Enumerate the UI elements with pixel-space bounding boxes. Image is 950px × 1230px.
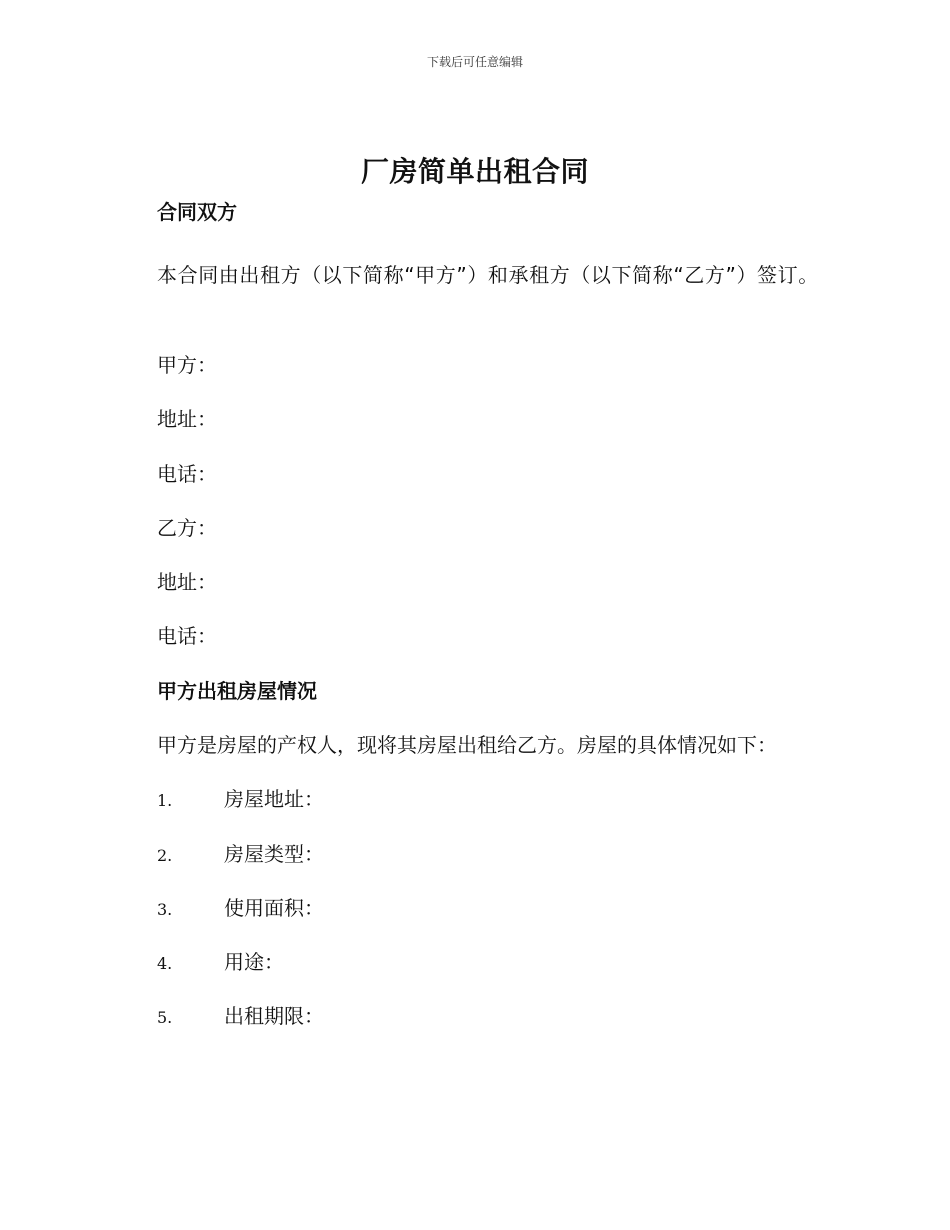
list-item-number: 1. [157, 791, 173, 810]
list-item [157, 948, 284, 978]
list-item [157, 894, 324, 924]
list-item-label: 使用面积： [224, 896, 324, 920]
section-heading-property: 甲方出租房屋情况 [157, 679, 317, 703]
list-item-number: 3. [157, 900, 173, 919]
intro-paragraph: 本合同由出租方（以下简称“甲方”）和承租方（以下简称“乙方”）签订。 [157, 263, 819, 287]
property-intro: 甲方是房屋的产权人，现将其房屋出租给乙方。房屋的具体情况如下： [157, 733, 777, 757]
list-item-label: 用途： [224, 950, 284, 974]
field-address-a: 地址： [157, 407, 217, 431]
field-party-a: 甲方： [157, 353, 217, 377]
list-item [157, 785, 324, 815]
list-item-number: 2. [157, 846, 173, 865]
list-item-number: 5. [157, 1008, 173, 1027]
list-item-number: 4. [157, 954, 173, 973]
field-party-b: 乙方： [157, 516, 217, 540]
list-item-label: 房屋类型： [224, 842, 324, 866]
field-phone-b: 电话： [157, 624, 217, 648]
list-item [157, 1002, 324, 1032]
field-address-b: 地址： [157, 570, 217, 594]
field-phone-a: 电话： [157, 462, 217, 486]
section-heading-parties: 合同双方 [157, 200, 237, 224]
list-item [157, 840, 324, 870]
page-header-note: 下载后可任意编辑 [426, 55, 523, 69]
list-item-label: 出租期限： [224, 1004, 324, 1028]
list-item-label: 房屋地址： [224, 787, 324, 811]
document-title: 厂房简单出租合同 [360, 155, 589, 188]
